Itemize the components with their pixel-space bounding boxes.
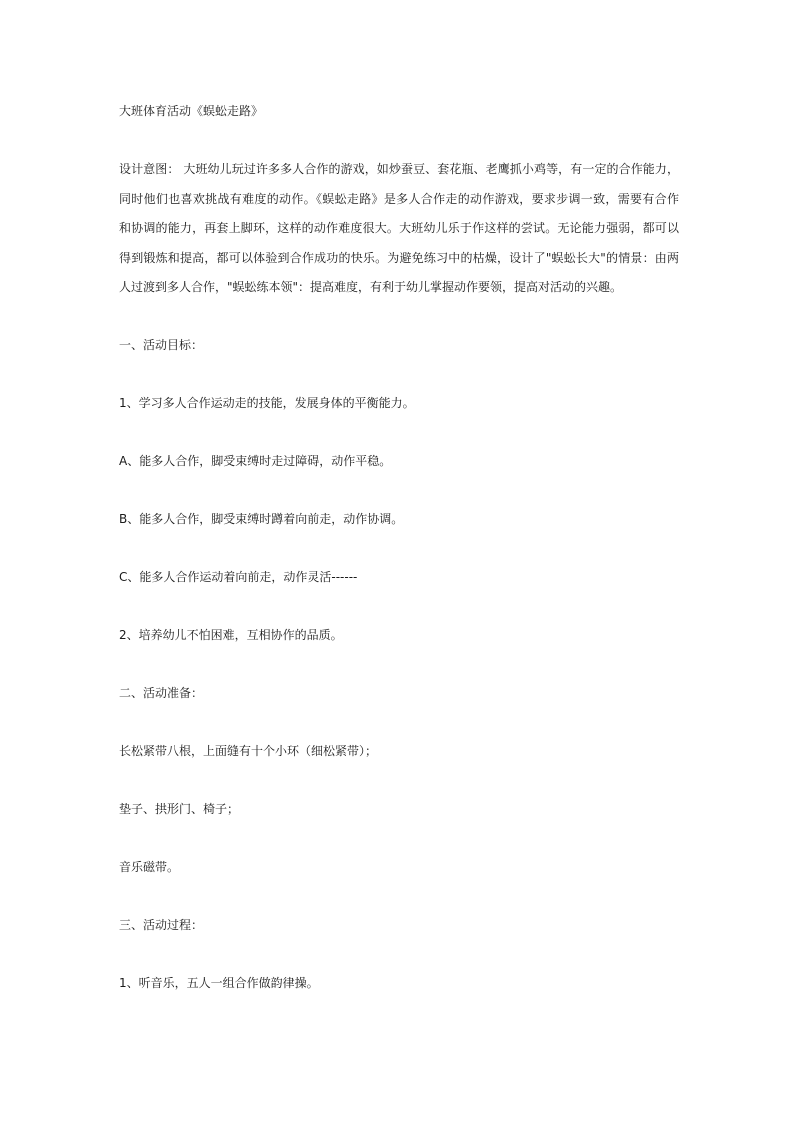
preparation-item: 垫子、拱形门、椅子； bbox=[119, 802, 240, 816]
design-intent-line: 设计意图： 大班幼儿玩过许多多人合作的游戏，如炒蚕豆、套花瓶、老鹰抓小鸡等，有一定的合作能力， bbox=[119, 162, 679, 176]
section-heading-process: 三、活动过程： bbox=[119, 918, 204, 932]
design-intent-line: 和协调的能力，再套上脚环，这样的动作难度很大。大班幼儿乐于作这样的尝试。无论能力强弱，都可以 bbox=[119, 221, 679, 235]
design-intent-line: 人过渡到多人合作，"蜈蚣练本领"：提高难度，有利于幼儿掌握动作要领，提高对活动的兴趣。 bbox=[119, 280, 623, 294]
section-heading-preparation: 二、活动准备： bbox=[119, 686, 204, 700]
goal-item: 2、培养幼儿不怕困难，互相协作的品质。 bbox=[119, 628, 343, 642]
goal-item: 1、学习多人合作运动走的技能，发展身体的平衡能力。 bbox=[119, 396, 415, 410]
goal-subitem: B、能多人合作，脚受束缚时蹲着向前走，动作协调。 bbox=[119, 512, 404, 526]
process-item: 1、听音乐，五人一组合作做韵律操。 bbox=[119, 976, 319, 990]
design-intent-line: 同时他们也喜欢挑战有难度的动作。《蜈蚣走路》是多人合作走的动作游戏，要求步调一致，需要有合作 bbox=[119, 191, 679, 206]
goal-subitem: C、能多人合作运动着向前走，动作灵活------ bbox=[119, 570, 358, 584]
preparation-item: 长松紧带八根，上面缝有十个小环（细松紧带）； bbox=[119, 744, 378, 758]
document-title: 大班体育活动《蜈蚣走路》 bbox=[119, 104, 264, 118]
design-intent-line: 得到锻炼和提高，都可以体验到合作成功的快乐。为避免练习中的枯燥，设计了"蜈蚣长大"的情景：由两 bbox=[119, 250, 679, 265]
goal-subitem: A、能多人合作，脚受束缚时走过障碍，动作平稳。 bbox=[119, 454, 392, 468]
preparation-item: 音乐磁带。 bbox=[119, 860, 180, 874]
section-heading-goals: 一、活动目标： bbox=[119, 338, 204, 352]
design-intent-paragraph bbox=[119, 161, 679, 295]
